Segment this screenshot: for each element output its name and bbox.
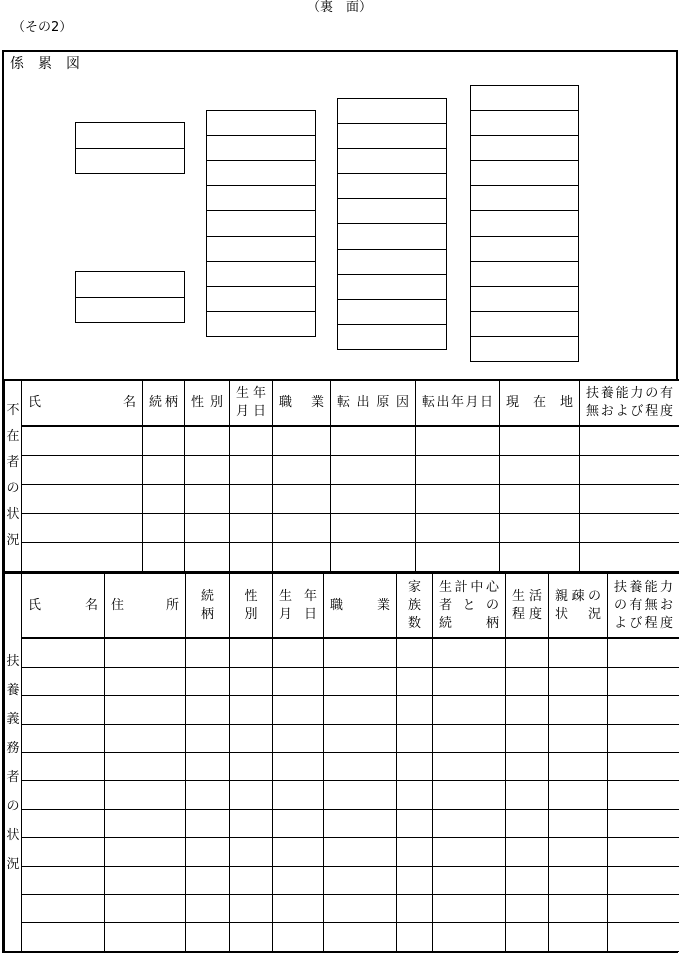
absentee-cell-name-row-3 — [22, 485, 143, 514]
absentee-status-table — [4, 379, 679, 572]
obligor-cell-intimacy-row-2 — [549, 667, 608, 695]
obligor-cell-sex-row-1 — [230, 638, 273, 667]
absentee-cell-support-ability-row-2 — [580, 456, 679, 485]
family-tree-cell — [471, 261, 578, 286]
absentee-cell-present-address-row-5 — [500, 543, 580, 572]
obligor-cell-relationship-row-9 — [186, 866, 230, 894]
obligor-cell-name-row-5 — [22, 753, 105, 781]
family-tree-cell — [338, 148, 446, 173]
obligor-cell-family-size-row-7 — [397, 809, 433, 837]
obligor-cell-family-size-row-8 — [397, 838, 433, 866]
absentee-col-header-sex: 性別 — [185, 380, 230, 426]
obligor-cell-sex-row-8 — [230, 838, 273, 866]
obligor-cell-intimacy-row-8 — [549, 838, 608, 866]
absentee-cell-name-row-5 — [22, 543, 143, 572]
obligor-cell-support-ability-row-1 — [608, 638, 679, 667]
family-tree-cell — [207, 286, 315, 311]
obligor-cell-support-ability-row-7 — [608, 809, 679, 837]
absentee-cell-relationship-row-4 — [143, 514, 185, 543]
obligor-cell-relation-to-breadwinner-row-3 — [433, 696, 506, 724]
obligor-cell-birth-date-row-11 — [273, 923, 324, 952]
obligor-cell-occupation-row-3 — [324, 696, 397, 724]
absentee-cell-name-row-2 — [22, 456, 143, 485]
absentee-cell-birth-date-row-4 — [230, 514, 273, 543]
obligor-cell-relationship-row-11 — [186, 923, 230, 952]
obligor-cell-name-row-6 — [22, 781, 105, 809]
family-tree-cell — [338, 249, 446, 274]
obligor-cell-occupation-row-7 — [324, 809, 397, 837]
family-tree-box-2 — [75, 271, 185, 323]
obligor-cell-birth-date-row-9 — [273, 866, 324, 894]
obligor-cell-family-size-row-9 — [397, 866, 433, 894]
absentee-cell-birth-date-row-1 — [230, 426, 273, 456]
obligor-cell-relation-to-breadwinner-row-10 — [433, 895, 506, 923]
obligor-cell-address-row-3 — [105, 696, 186, 724]
absentee-cell-moving-out-date-row-3 — [416, 485, 500, 514]
obligor-col-header-relation-to-breadwinner: 生計中心 者との 続柄 — [433, 573, 506, 638]
absentee-cell-moving-out-reason-row-2 — [331, 456, 416, 485]
obligor-cell-support-ability-row-3 — [608, 696, 679, 724]
obligor-cell-address-row-8 — [105, 838, 186, 866]
family-tree-cell — [76, 297, 184, 323]
absentee-cell-sex-row-1 — [185, 426, 230, 456]
obligor-cell-living-standard-row-4 — [506, 724, 549, 752]
absentee-cell-relationship-row-3 — [143, 485, 185, 514]
family-tree-cell — [76, 123, 184, 148]
family-tree-cell — [471, 311, 578, 336]
family-tree-cell — [338, 299, 446, 324]
obligor-cell-occupation-row-5 — [324, 753, 397, 781]
obligor-cell-relationship-row-3 — [186, 696, 230, 724]
family-tree-box-4 — [337, 98, 447, 350]
absentee-cell-support-ability-row-5 — [580, 543, 679, 572]
obligor-cell-name-row-7 — [22, 809, 105, 837]
obligor-cell-relation-to-breadwinner-row-4 — [433, 724, 506, 752]
form-frame — [2, 50, 678, 953]
obligor-cell-address-row-11 — [105, 923, 186, 952]
family-tree-box-5 — [470, 85, 579, 362]
obligor-cell-support-ability-row-2 — [608, 667, 679, 695]
obligor-cell-name-row-4 — [22, 724, 105, 752]
absentee-cell-moving-out-reason-row-3 — [331, 485, 416, 514]
absentee-cell-relationship-row-2 — [143, 456, 185, 485]
obligor-cell-living-standard-row-5 — [506, 753, 549, 781]
obligor-cell-relation-to-breadwinner-row-2 — [433, 667, 506, 695]
obligor-cell-sex-row-5 — [230, 753, 273, 781]
absentee-cell-support-ability-row-4 — [580, 514, 679, 543]
obligor-cell-relation-to-breadwinner-row-9 — [433, 866, 506, 894]
obligor-cell-family-size-row-11 — [397, 923, 433, 952]
family-tree-cell — [207, 111, 315, 135]
absentee-cell-present-address-row-2 — [500, 456, 580, 485]
absentee-cell-occupation-row-3 — [273, 485, 331, 514]
obligor-cell-relationship-row-8 — [186, 838, 230, 866]
family-tree-cell — [207, 261, 315, 286]
family-tree-cell — [76, 148, 184, 174]
obligor-cell-support-ability-row-8 — [608, 838, 679, 866]
family-tree-cell — [207, 185, 315, 210]
obligor-cell-living-standard-row-3 — [506, 696, 549, 724]
absentee-col-header-birth-date: 生年 月日 — [230, 380, 273, 426]
absentee-cell-occupation-row-1 — [273, 426, 331, 456]
obligor-cell-living-standard-row-10 — [506, 895, 549, 923]
obligor-cell-relationship-row-7 — [186, 809, 230, 837]
obligor-cell-family-size-row-1 — [397, 638, 433, 667]
obligor-cell-birth-date-row-5 — [273, 753, 324, 781]
obligor-cell-intimacy-row-11 — [549, 923, 608, 952]
obligor-cell-sex-row-6 — [230, 781, 273, 809]
obligor-cell-family-size-row-3 — [397, 696, 433, 724]
obligor-cell-birth-date-row-3 — [273, 696, 324, 724]
absentee-cell-sex-row-4 — [185, 514, 230, 543]
obligor-cell-living-standard-row-2 — [506, 667, 549, 695]
obligor-cell-name-row-1 — [22, 638, 105, 667]
obligor-cell-occupation-row-1 — [324, 638, 397, 667]
obligor-col-header-sex: 性 別 — [230, 573, 273, 638]
obligor-cell-relation-to-breadwinner-row-6 — [433, 781, 506, 809]
absentee-cell-present-address-row-3 — [500, 485, 580, 514]
obligor-cell-sex-row-3 — [230, 696, 273, 724]
family-tree-cell — [338, 223, 446, 248]
obligor-cell-family-size-row-5 — [397, 753, 433, 781]
obligor-cell-relationship-row-2 — [186, 667, 230, 695]
family-tree-cell — [207, 311, 315, 336]
obligor-col-header-living-standard: 生活 程度 — [506, 573, 549, 638]
obligor-cell-address-row-10 — [105, 895, 186, 923]
obligor-cell-address-row-1 — [105, 638, 186, 667]
family-tree-cell — [207, 236, 315, 261]
obligor-cell-living-standard-row-6 — [506, 781, 549, 809]
family-tree-cell — [76, 272, 184, 297]
absentee-cell-moving-out-reason-row-5 — [331, 543, 416, 572]
obligor-cell-relation-to-breadwinner-row-8 — [433, 838, 506, 866]
obligor-cell-living-standard-row-1 — [506, 638, 549, 667]
absentee-cell-name-row-4 — [22, 514, 143, 543]
obligor-cell-relation-to-breadwinner-row-5 — [433, 753, 506, 781]
obligor-cell-birth-date-row-8 — [273, 838, 324, 866]
absentee-cell-moving-out-reason-row-4 — [331, 514, 416, 543]
family-tree-cell — [471, 110, 578, 135]
family-tree-cell — [471, 210, 578, 235]
obligor-cell-name-row-10 — [22, 895, 105, 923]
obligor-cell-birth-date-row-6 — [273, 781, 324, 809]
obligor-cell-occupation-row-9 — [324, 866, 397, 894]
obligor-side-label: 扶 養 義 務 者 の 状 況 — [5, 573, 22, 952]
absentee-cell-moving-out-date-row-2 — [416, 456, 500, 485]
obligor-cell-occupation-row-10 — [324, 895, 397, 923]
obligor-cell-birth-date-row-2 — [273, 667, 324, 695]
family-tree-cell — [471, 135, 578, 160]
absentee-col-header-moving-out-date: 転出年月日 — [416, 380, 500, 426]
obligor-cell-support-ability-row-9 — [608, 866, 679, 894]
absentee-col-header-support-ability: 扶養能力の有 無および程度 — [580, 380, 679, 426]
obligor-cell-occupation-row-4 — [324, 724, 397, 752]
obligor-cell-intimacy-row-3 — [549, 696, 608, 724]
absentee-cell-birth-date-row-2 — [230, 456, 273, 485]
family-tree-box-3 — [206, 110, 316, 337]
obligor-cell-occupation-row-6 — [324, 781, 397, 809]
absentee-cell-present-address-row-1 — [500, 426, 580, 456]
obligor-cell-sex-row-11 — [230, 923, 273, 952]
obligor-cell-living-standard-row-11 — [506, 923, 549, 952]
absentee-cell-birth-date-row-5 — [230, 543, 273, 572]
obligor-cell-intimacy-row-7 — [549, 809, 608, 837]
family-tree-cell — [338, 274, 446, 299]
obligor-cell-relation-to-breadwinner-row-1 — [433, 638, 506, 667]
obligor-cell-family-size-row-4 — [397, 724, 433, 752]
absentee-side-label: 不 在 者 の 状 況 — [5, 380, 22, 572]
obligor-cell-sex-row-7 — [230, 809, 273, 837]
obligor-cell-support-ability-row-6 — [608, 781, 679, 809]
family-tree-cell — [338, 173, 446, 198]
obligor-cell-intimacy-row-1 — [549, 638, 608, 667]
obligor-cell-relation-to-breadwinner-row-7 — [433, 809, 506, 837]
obligor-cell-address-row-9 — [105, 866, 186, 894]
obligor-cell-occupation-row-2 — [324, 667, 397, 695]
obligor-cell-intimacy-row-4 — [549, 724, 608, 752]
absentee-cell-name-row-1 — [22, 426, 143, 456]
obligor-cell-relationship-row-6 — [186, 781, 230, 809]
absentee-col-header-present-address: 現在地 — [500, 380, 580, 426]
obligor-cell-birth-date-row-4 — [273, 724, 324, 752]
obligor-cell-name-row-3 — [22, 696, 105, 724]
family-tree-cell — [471, 86, 578, 110]
absentee-col-header-relationship: 続柄 — [143, 380, 185, 426]
obligor-cell-sex-row-4 — [230, 724, 273, 752]
obligor-cell-living-standard-row-9 — [506, 866, 549, 894]
absentee-col-header-moving-out-reason: 転出原因 — [331, 380, 416, 426]
absentee-cell-birth-date-row-3 — [230, 485, 273, 514]
absentee-cell-sex-row-5 — [185, 543, 230, 572]
obligor-cell-address-row-4 — [105, 724, 186, 752]
obligor-cell-relationship-row-5 — [186, 753, 230, 781]
obligor-cell-relationship-row-1 — [186, 638, 230, 667]
obligor-cell-intimacy-row-5 — [549, 753, 608, 781]
obligor-cell-name-row-9 — [22, 866, 105, 894]
family-tree-cell — [338, 198, 446, 223]
family-tree-cell — [471, 185, 578, 210]
support-obligor-status-table — [4, 572, 679, 952]
absentee-cell-occupation-row-4 — [273, 514, 331, 543]
obligor-cell-support-ability-row-11 — [608, 923, 679, 952]
obligor-col-header-address: 住所 — [105, 573, 186, 638]
obligor-cell-address-row-6 — [105, 781, 186, 809]
absentee-cell-support-ability-row-3 — [580, 485, 679, 514]
absentee-cell-present-address-row-4 — [500, 514, 580, 543]
obligor-col-header-relationship: 続 柄 — [186, 573, 230, 638]
obligor-cell-support-ability-row-4 — [608, 724, 679, 752]
obligor-col-header-support-ability: 扶養能力 の有無お よび程度 — [608, 573, 679, 638]
page-title: （裏 面） — [306, 0, 372, 15]
absentee-cell-relationship-row-1 — [143, 426, 185, 456]
obligor-cell-address-row-5 — [105, 753, 186, 781]
obligor-cell-sex-row-2 — [230, 667, 273, 695]
obligor-cell-name-row-11 — [22, 923, 105, 952]
family-tree-cell — [471, 160, 578, 185]
obligor-cell-family-size-row-10 — [397, 895, 433, 923]
absentee-cell-sex-row-3 — [185, 485, 230, 514]
family-tree-box-1 — [75, 122, 185, 174]
family-tree-cell — [338, 123, 446, 148]
obligor-cell-relation-to-breadwinner-row-11 — [433, 923, 506, 952]
obligor-cell-occupation-row-8 — [324, 838, 397, 866]
part-number-label: （その2） — [12, 20, 73, 35]
obligor-cell-relationship-row-4 — [186, 724, 230, 752]
family-tree-cell — [207, 160, 315, 185]
family-tree-cell — [471, 336, 578, 361]
family-tree-cell — [471, 286, 578, 311]
obligor-cell-birth-date-row-1 — [273, 638, 324, 667]
obligor-col-header-family-size: 家 族 数 — [397, 573, 433, 638]
obligor-cell-address-row-2 — [105, 667, 186, 695]
family-tree-cell — [207, 135, 315, 160]
obligor-cell-living-standard-row-7 — [506, 809, 549, 837]
obligor-cell-family-size-row-6 — [397, 781, 433, 809]
obligor-col-header-intimacy: 親疎の 状況 — [549, 573, 608, 638]
absentee-cell-moving-out-reason-row-1 — [331, 426, 416, 456]
obligor-cell-birth-date-row-7 — [273, 809, 324, 837]
obligor-col-header-occupation: 職業 — [324, 573, 397, 638]
absentee-cell-occupation-row-2 — [273, 456, 331, 485]
obligor-cell-occupation-row-11 — [324, 923, 397, 952]
obligor-cell-family-size-row-2 — [397, 667, 433, 695]
obligor-col-header-name: 氏名 — [22, 573, 105, 638]
family-tree-cell — [471, 236, 578, 261]
relationship-diagram-title: 係 累 図 — [10, 56, 80, 72]
obligor-cell-support-ability-row-10 — [608, 895, 679, 923]
absentee-col-header-occupation: 職業 — [273, 380, 331, 426]
absentee-col-header-name: 氏名 — [22, 380, 143, 426]
obligor-cell-living-standard-row-8 — [506, 838, 549, 866]
family-tree-cell — [338, 324, 446, 349]
absentee-cell-occupation-row-5 — [273, 543, 331, 572]
obligor-cell-birth-date-row-10 — [273, 895, 324, 923]
obligor-cell-intimacy-row-10 — [549, 895, 608, 923]
absentee-cell-moving-out-date-row-4 — [416, 514, 500, 543]
obligor-col-header-birth-date: 生年 月日 — [273, 573, 324, 638]
absentee-cell-moving-out-date-row-5 — [416, 543, 500, 572]
obligor-cell-sex-row-9 — [230, 866, 273, 894]
obligor-cell-intimacy-row-9 — [549, 866, 608, 894]
absentee-cell-relationship-row-5 — [143, 543, 185, 572]
obligor-cell-relationship-row-10 — [186, 895, 230, 923]
family-tree-cell — [338, 99, 446, 123]
family-tree-cell — [207, 210, 315, 235]
obligor-cell-address-row-7 — [105, 809, 186, 837]
absentee-cell-support-ability-row-1 — [580, 426, 679, 456]
obligor-cell-sex-row-10 — [230, 895, 273, 923]
absentee-cell-sex-row-2 — [185, 456, 230, 485]
obligor-cell-intimacy-row-6 — [549, 781, 608, 809]
obligor-cell-name-row-8 — [22, 838, 105, 866]
obligor-cell-support-ability-row-5 — [608, 753, 679, 781]
obligor-cell-name-row-2 — [22, 667, 105, 695]
absentee-cell-moving-out-date-row-1 — [416, 426, 500, 456]
